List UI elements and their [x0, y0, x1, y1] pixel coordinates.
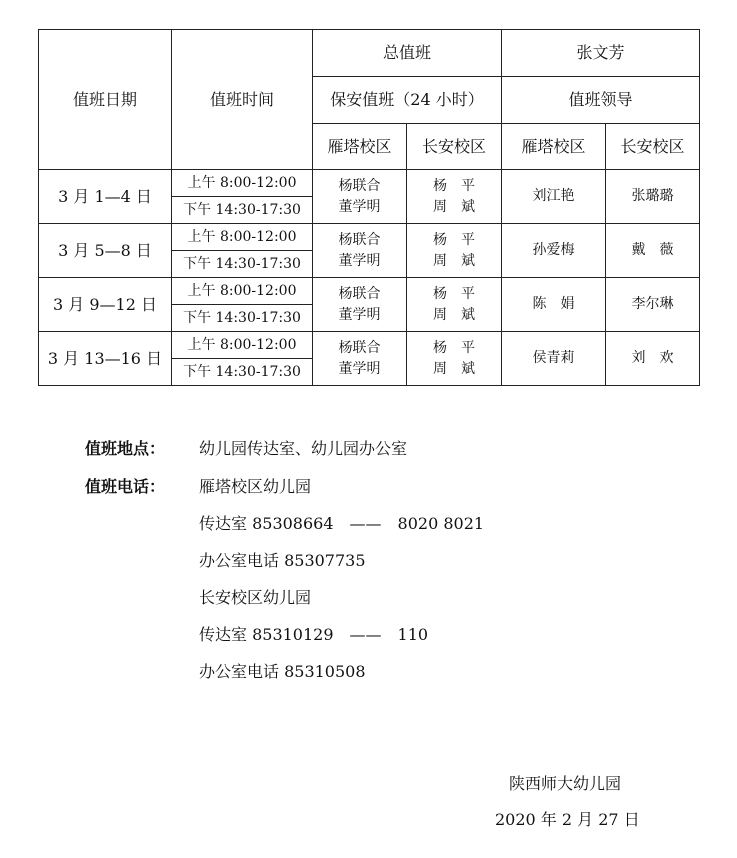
period-morning: 上午 8:00-12:00 — [172, 332, 313, 359]
security-changan-cell — [407, 278, 502, 332]
table-row — [39, 278, 700, 305]
yanta-gate-phone: 传达室 85308664 —— 8020 8021 — [199, 514, 485, 533]
header-leader-yanta: 雁塔校区 — [502, 124, 606, 170]
signature-org: 陕西师大幼儿园 — [509, 774, 622, 793]
leader-yanta: 孙爱梅 — [502, 224, 606, 278]
leader-changan: 刘 欢 — [606, 332, 700, 386]
security-person: 董学明 — [338, 360, 381, 377]
security-person: 杨 平 — [433, 285, 475, 302]
header-security-yanta: 雁塔校区 — [313, 124, 407, 170]
security-person: 杨联合 — [338, 285, 381, 302]
security-person: 杨联合 — [338, 177, 381, 194]
table-row — [39, 332, 700, 359]
changan-gate-phone: 传达室 85310129 —— 110 — [199, 625, 429, 644]
period-date: 3 月 5—8 日 — [39, 224, 172, 278]
period-morning: 上午 8:00-12:00 — [172, 170, 313, 197]
duty-schedule-table — [38, 29, 700, 386]
leader-changan: 张璐璐 — [606, 170, 700, 224]
security-person: 杨联合 — [338, 339, 381, 356]
security-yanta-cell — [313, 332, 407, 386]
yanta-office-phone: 办公室电话 85307735 — [199, 551, 366, 570]
header-security-duty: 保安值班（24 小时） — [313, 77, 502, 124]
security-person: 杨 平 — [433, 177, 475, 194]
security-person: 周 斌 — [433, 360, 475, 377]
security-person: 周 斌 — [433, 252, 475, 269]
leader-yanta: 陈 娟 — [502, 278, 606, 332]
table-row — [39, 170, 700, 197]
security-person: 杨联合 — [338, 231, 381, 248]
header-date: 值班日期 — [39, 30, 172, 170]
security-changan-cell — [407, 170, 502, 224]
security-changan-cell — [407, 224, 502, 278]
security-person: 董学明 — [338, 252, 381, 269]
table-row — [39, 224, 700, 251]
security-yanta-cell — [313, 170, 407, 224]
security-changan-cell — [407, 332, 502, 386]
header-general-duty-person: 张文芳 — [502, 30, 700, 77]
period-afternoon: 下午 14:30-17:30 — [172, 251, 313, 278]
period-morning: 上午 8:00-12:00 — [172, 224, 313, 251]
period-date: 3 月 1—4 日 — [39, 170, 172, 224]
security-person: 董学明 — [338, 306, 381, 323]
period-morning: 上午 8:00-12:00 — [172, 278, 313, 305]
period-afternoon: 下午 14:30-17:30 — [172, 305, 313, 332]
header-time: 值班时间 — [172, 30, 313, 170]
header-security-changan: 长安校区 — [407, 124, 502, 170]
period-date: 3 月 13—16 日 — [39, 332, 172, 386]
signature-date: 2020 年 2 月 27 日 — [495, 810, 640, 829]
security-person: 杨 平 — [433, 231, 475, 248]
changan-campus-title: 长安校区幼儿园 — [199, 588, 312, 607]
security-person: 周 斌 — [433, 306, 475, 323]
leader-yanta: 刘江艳 — [502, 170, 606, 224]
changan-office-phone: 办公室电话 85310508 — [199, 662, 366, 681]
security-person: 周 斌 — [433, 198, 475, 215]
header-leader-duty: 值班领导 — [502, 77, 700, 124]
security-yanta-cell — [313, 278, 407, 332]
period-date: 3 月 9—12 日 — [39, 278, 172, 332]
leader-changan: 李尔琳 — [606, 278, 700, 332]
phone-label: 值班电话： — [85, 477, 166, 496]
header-leader-changan: 长安校区 — [606, 124, 700, 170]
leader-yanta: 侯青莉 — [502, 332, 606, 386]
yanta-campus-title: 雁塔校区幼儿园 — [199, 477, 312, 496]
security-yanta-cell — [313, 224, 407, 278]
location-label: 值班地点： — [85, 439, 166, 458]
security-person: 董学明 — [338, 198, 381, 215]
header-general-duty: 总值班 — [313, 30, 502, 77]
location-value: 幼儿园传达室、幼儿园办公室 — [199, 439, 408, 458]
security-person: 杨 平 — [433, 339, 475, 356]
period-afternoon: 下午 14:30-17:30 — [172, 359, 313, 386]
leader-changan: 戴 薇 — [606, 224, 700, 278]
period-afternoon: 下午 14:30-17:30 — [172, 197, 313, 224]
